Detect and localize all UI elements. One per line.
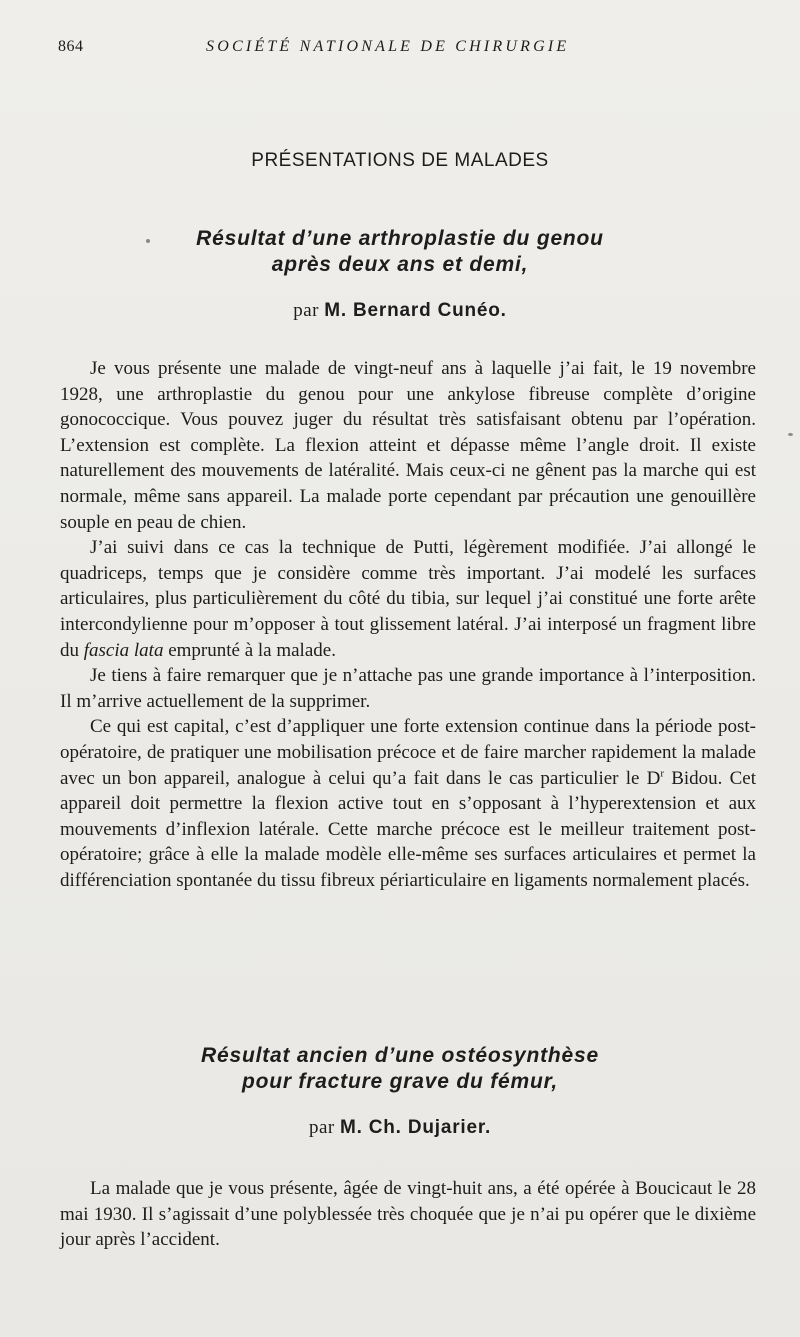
article-2-body [60, 1176, 756, 1253]
article-1-paragraph-3: Je tiens à faire remarquer que je n’attache pas une grande importance à l’interposition. Il m’arrive actuellement de la supprimer. [60, 665, 756, 712]
article-2-byline [0, 1117, 800, 1139]
page-number: 864 [58, 38, 84, 55]
paragraph-text: Ce qui est capital, c’est d’appliquer une forte extension continue dans la période post-opératoire, de pratiquer une mobilisation précoce et de faire marcher rapidement la malade avec un bon appareil, analogue à celui qu’a fait dans le cas particulier le D [60, 716, 756, 789]
article-1-author: M. Bernard Cunéo. [324, 300, 507, 321]
article-2-paragraph-1: La malade que je vous présente, âgée de vingt-huit ans, a été opérée à Boucicaut le 28 mai 1930. Il s’agissait d’une polyblessée très choquée que je n’ai pu opérer que le dixième jour après l’accident. [60, 1178, 756, 1251]
dr-superscript: r [660, 767, 664, 780]
fascia-lata-term: fascia lata [83, 639, 164, 661]
article-2-title [0, 1043, 800, 1095]
section-heading: PRÉSENTATIONS DE MALADES [251, 150, 549, 171]
byline-prefix: par [293, 300, 319, 321]
paragraph-text: J’ai suivi dans ce cas la technique de Putti, légèrement modifiée. J’ai allongé le quadriceps, temps que je considère comme très important. J’ai modelé les surfaces articulaires, plus particulièrement du côté du tibia, sur lequel j’ai constitué une forte arête intercondylienne pour m’opposer à tout glissement latéral. J’ai interposé un fragment libre du [60, 537, 756, 661]
article-2-author: M. Ch. Dujarier. [339, 1117, 492, 1138]
paragraph-text-cont: Bidou. Cet appareil doit permettre la flexion active tout en s’opposant à l’hyperextension et aux mouvements d’inflexion latérale. Cette marche précoce est le meilleur traitement post-opératoire; grâce à elle la malade modèle elle-même ses surfaces articulaires et permet la différenciation spontanée du tissu fibreux périarticulaire en ligaments normalement placés. [60, 767, 756, 891]
article-1-body [60, 356, 756, 893]
journal-title: SOCIÉTÉ NATIONALE DE CHIRURGIE [206, 38, 570, 55]
article-2-title-line2: pour fracture grave du fémur, [241, 1070, 559, 1093]
article-1-title [0, 226, 800, 278]
scan-speck [146, 239, 150, 243]
scan-speck [788, 433, 793, 436]
byline-prefix: par [308, 1117, 335, 1138]
running-head [58, 38, 742, 62]
article-2-title-line1: Résultat ancien d’une ostéosynthèse [201, 1044, 599, 1067]
article-1-paragraph-2 [60, 535, 756, 663]
article-1-title-line2: après deux ans et demi, [271, 253, 529, 276]
article-1-paragraph-4 [60, 714, 756, 893]
article-1-title-line1: Résultat d’une arthroplastie du genou [196, 227, 604, 250]
article-1-paragraph-1: Je vous présente une malade de vingt-neuf ans à laquelle j’ai fait, le 19 novembre 1928, une arthroplastie du genou pour une ankylose fibreuse complète d’origine gonococcique. Vous pouvez juger du résultat très satisfaisant obtenu par l’opération. L’extension est complète. La flexion atteint et dépasse même l’angle droit. Il existe naturellement des mouvements de latéralité. Mais ceux-ci ne gênent pas la marche qui est normale, même sans appareil. La malade porte cependant par précaution une genouillère souple en peau de chien. [60, 358, 756, 533]
paragraph-text-end: emprunté à la malade. [163, 639, 336, 661]
article-1-byline [0, 300, 800, 322]
